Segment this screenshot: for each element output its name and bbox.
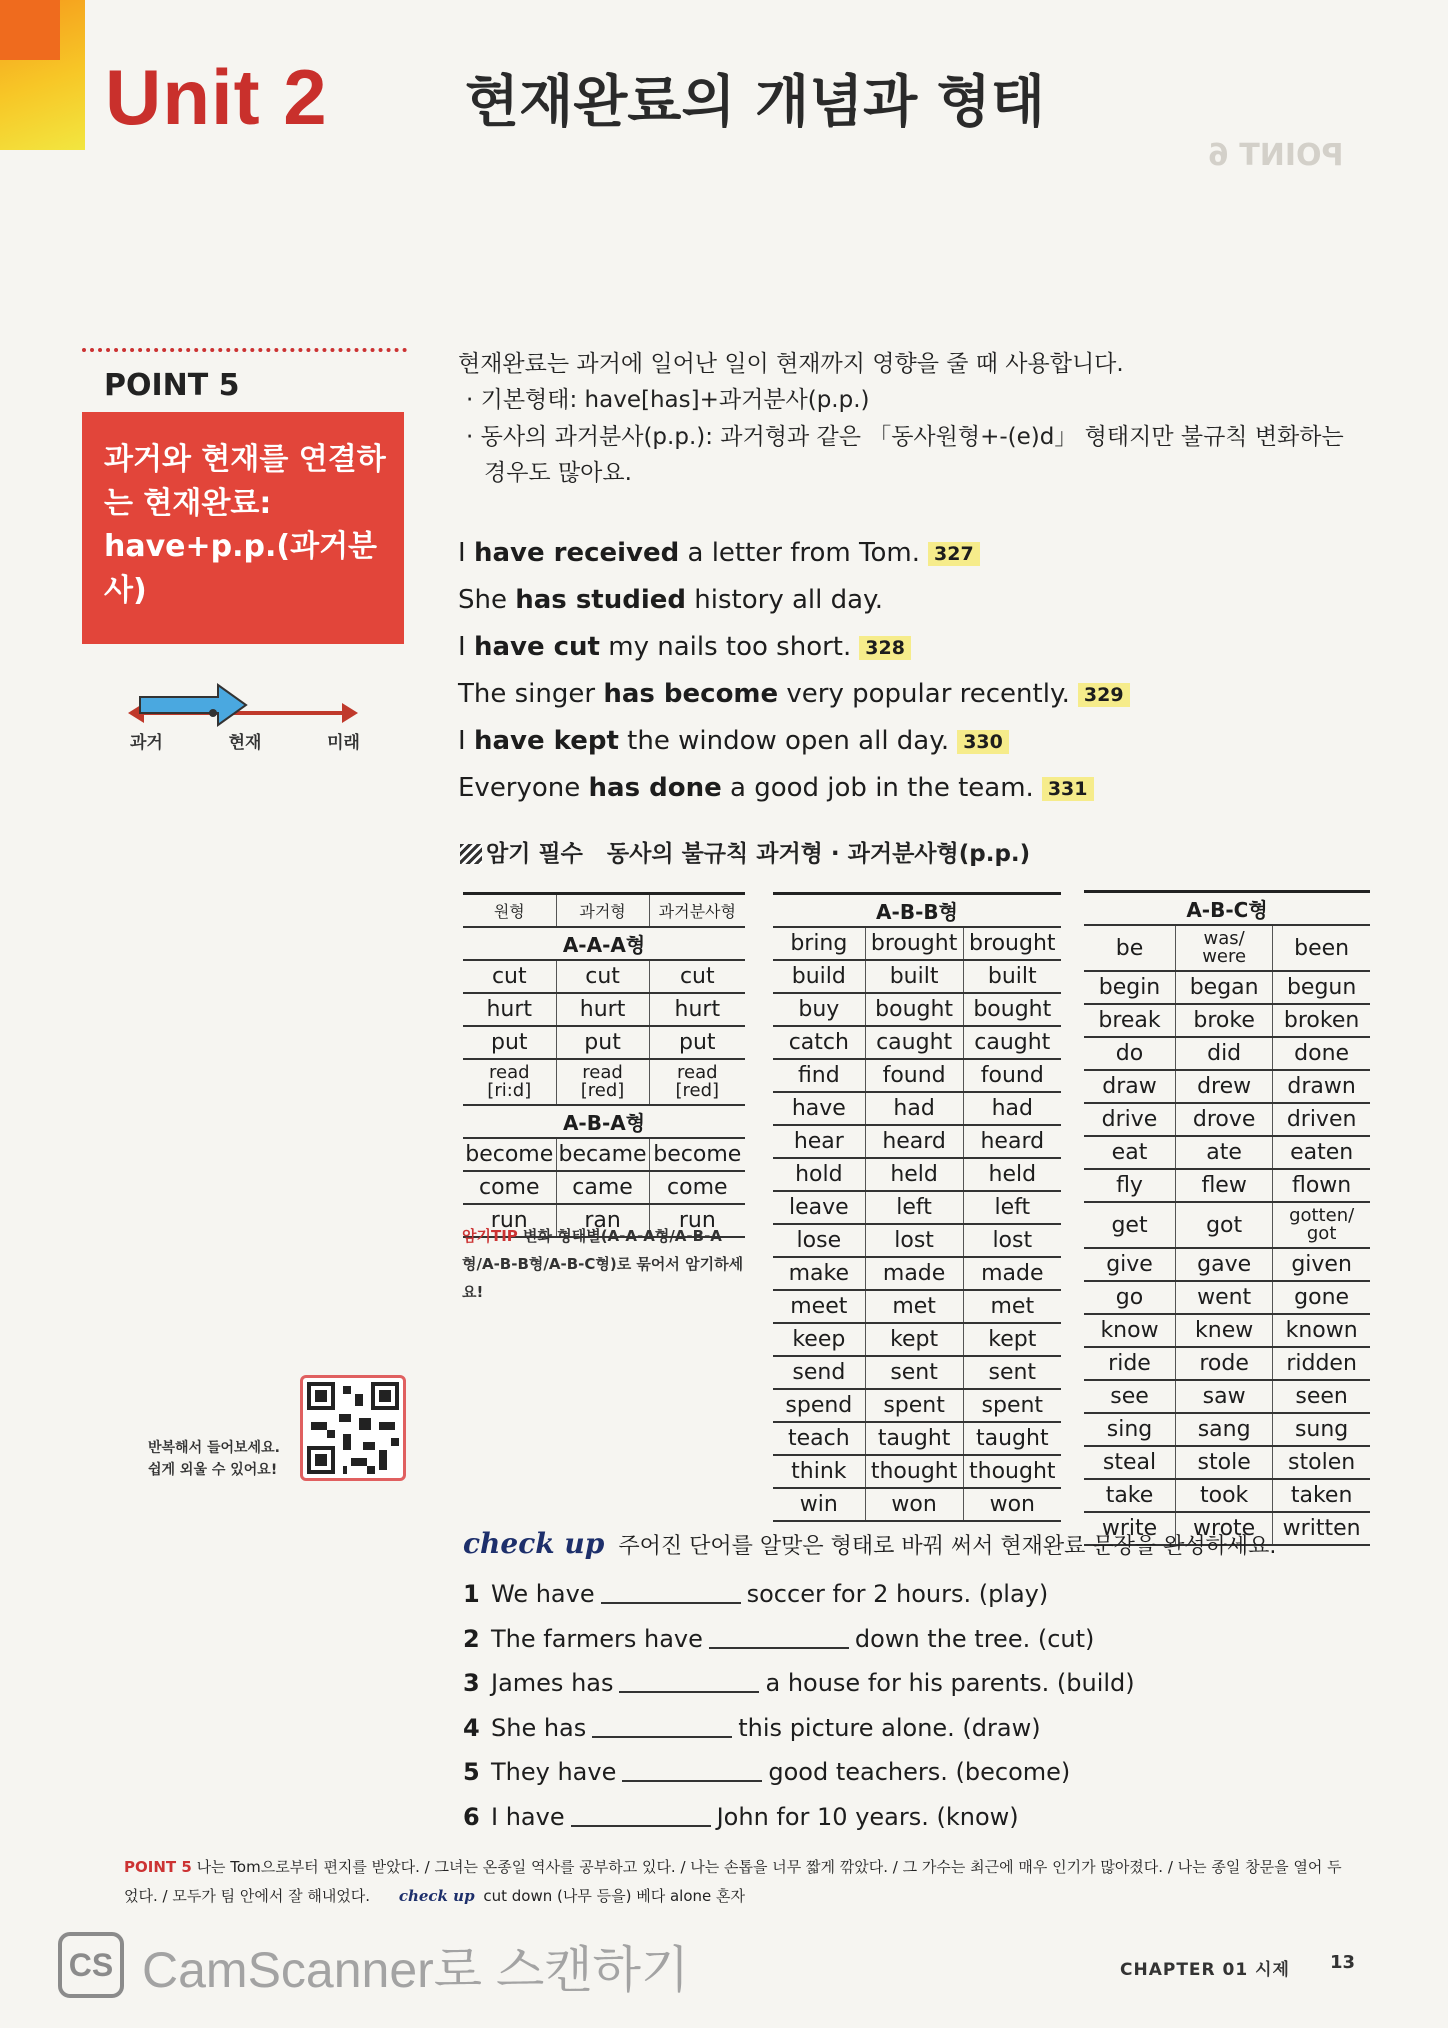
pencil-icon (460, 844, 482, 864)
answer-blank[interactable] (622, 1780, 762, 1782)
qr-code-icon[interactable] (300, 1375, 406, 1481)
table-row: draw drew drawn (1084, 1070, 1370, 1103)
memo-title: 암기 필수 (486, 841, 583, 867)
example-number-badge: 327 (928, 542, 980, 566)
group-label: A-B-C형 (1084, 892, 1370, 926)
table-row: come came come (463, 1171, 745, 1204)
point-summary-box: 과거와 현재를 연결하는 현재완료: have+p.p.(과거분사) (82, 412, 404, 644)
table-row: steal stole stolen (1084, 1446, 1370, 1479)
checkup-instruction: 주어진 단어를 알맞은 형태로 바꿔 써서 현재완료 문장을 완성하세요. (618, 1534, 1277, 1559)
example-number-badge: 328 (859, 636, 911, 660)
translation-footnote (124, 1853, 1354, 1910)
page-number: 13 (1330, 1952, 1356, 1973)
table-row: sing sang sung (1084, 1413, 1370, 1446)
checkup-exercises (463, 1572, 1135, 1839)
example-sentence: I have kept the window open all day. 330 (458, 718, 1158, 765)
timeline-labels (130, 728, 360, 753)
table-row: hold held held (773, 1158, 1061, 1191)
table-row: write wrote written (1084, 1512, 1370, 1545)
table-row: take took taken (1084, 1479, 1370, 1512)
tip-text: 변화 형태별(A-A-A형/A-B-A형/A-B-B형/A-B-C형)로 묶어서 암기하세요! (462, 1227, 744, 1301)
table-row: be was/ were been (1084, 925, 1370, 971)
intro-bullet-form: · 기본형태: have[has]+과거분사(p.p.) (466, 387, 870, 414)
table-row: do did done (1084, 1037, 1370, 1070)
table-row: cut cut cut (463, 960, 745, 993)
footnote-gloss: cut down (나무 등을) 베다 alone 혼자 (483, 1886, 745, 1905)
unit-label: Unit 2 (105, 53, 328, 141)
answer-blank[interactable] (619, 1691, 759, 1693)
corner-tab-accent (0, 0, 60, 60)
table-row: ride rode ridden (1084, 1347, 1370, 1380)
table-row: send sent sent (773, 1356, 1061, 1389)
table-row: run ran run (463, 1204, 745, 1237)
example-sentence: Everyone has done a good job in the team. 331 (458, 765, 1158, 812)
exercise-item: 5 They have good teachers. (become) (463, 1758, 1071, 1786)
table-row: have had had (773, 1092, 1061, 1125)
table-row: hear heard heard (773, 1125, 1061, 1158)
footnote-checkup-label: check up (398, 1886, 475, 1905)
verb-table-abb (773, 892, 1061, 1522)
exercise-item: 2 The farmers have down the tree. (cut) (463, 1624, 1095, 1653)
table-row: bring brought brought (773, 927, 1061, 960)
memo-tip (462, 1223, 747, 1306)
checkup-logo: check up (463, 1527, 605, 1560)
example-sentence: I have received a letter from Tom. 327 (458, 530, 1158, 577)
exercise-item: 3 James has a house for his parents. (build) (463, 1669, 1135, 1697)
tip-label: 암기TIP (462, 1227, 518, 1245)
example-sentences (458, 530, 1158, 812)
memo-subtitle: 동사의 불규칙 과거형 · 과거분사형(p.p.) (606, 841, 1031, 867)
verb-table-aaa-aba (463, 892, 745, 1238)
table-row: fly flew flown (1084, 1169, 1370, 1202)
table-row: teach taught taught (773, 1422, 1061, 1455)
footnote-point-label: POINT 5 (124, 1858, 192, 1876)
verb-table-abc (1084, 890, 1370, 1546)
table-row: become became become (463, 1138, 745, 1171)
table-row: buy bought bought (773, 993, 1061, 1026)
example-sentence: The singer has become very popular recently. 329 (458, 671, 1158, 718)
example-number-badge: 330 (957, 730, 1009, 754)
intro-line: 현재완료는 과거에 일어난 일이 현재까지 영향을 줄 때 사용합니다. (458, 351, 1124, 377)
exercise-item: 1 We have soccer for 2 hours. (play) (463, 1580, 1049, 1608)
table-row: go went gone (1084, 1281, 1370, 1314)
page-title: 현재완료의 개념과 형태 (465, 70, 1045, 135)
table-row: make made made (773, 1257, 1061, 1290)
camscanner-watermark-text: CamScanner로 스캔하기 (142, 1942, 690, 1998)
bleed-through-point-label: POINT 6 (1208, 138, 1344, 173)
table-row: break broke broken (1084, 1004, 1370, 1037)
point-label: POINT 5 (104, 368, 240, 403)
timeline-label-past: 과거 (130, 733, 163, 753)
example-sentence: She has studied history all day. (458, 585, 883, 615)
point-divider (82, 348, 407, 352)
table-row: spend spent spent (773, 1389, 1061, 1422)
timeline-label-present: 현재 (228, 733, 262, 753)
camscanner-logo-icon: CS (58, 1932, 124, 1998)
answer-blank[interactable] (709, 1647, 849, 1649)
table-row: give gave given (1084, 1248, 1370, 1281)
col-header-pp: 과거분사형 (649, 894, 745, 928)
intro-bullet-pp: · 동사의 과거분사(p.p.): 과거형과 같은 「동사원형+-(e)d」 형태지만 불규칙 변화하는 경우도 많아요. (466, 423, 1344, 486)
example-number-badge: 331 (1042, 777, 1094, 801)
timeline-label-future: 미래 (327, 733, 360, 753)
table-row: put put put (463, 1026, 745, 1059)
exercise-item: 4 She has this picture alone. (draw) (463, 1713, 1041, 1742)
table-row: find found found (773, 1059, 1061, 1092)
table-row: read [ri:d] read [red] read [red] (463, 1059, 745, 1105)
answer-blank[interactable] (571, 1825, 711, 1827)
example-number-badge: 329 (1078, 683, 1130, 707)
col-header-past: 과거형 (556, 894, 649, 928)
table-row: build built built (773, 960, 1061, 993)
table-row: see saw seen (1084, 1380, 1370, 1413)
table-row: eat ate eaten (1084, 1136, 1370, 1169)
checkup-header (463, 1527, 1276, 1560)
chapter-label: CHAPTER 01 시제 (1120, 1960, 1290, 1980)
memo-heading (460, 835, 1030, 868)
table-row: win won won (773, 1488, 1061, 1521)
table-row: know knew known (1084, 1314, 1370, 1347)
exercise-item: 6 I have John for 10 years. (know) (463, 1802, 1019, 1831)
table-row: drive drove driven (1084, 1103, 1370, 1136)
table-row: keep kept kept (773, 1323, 1061, 1356)
footnote-translation: 나는 Tom으로부터 편지를 받았다. / 그녀는 온종일 역사를 공부하고 있다. / 나는 손톱을 너무 짧게 깎았다. / 그 가수는 최근에 매우 인기가 많아졌다. / 나는 종일 창문을 열어 두었다. / 모두가 팀 안에서 잘 해내었다. (124, 1858, 1342, 1905)
table-row: lose lost lost (773, 1224, 1061, 1257)
answer-blank[interactable] (601, 1602, 741, 1604)
group-label: A-B-B형 (773, 894, 1061, 928)
col-header-base: 원형 (463, 894, 556, 928)
table-row: meet met met (773, 1290, 1061, 1323)
table-row: begin began begun (1084, 971, 1370, 1004)
table-row: get got gotten/ got (1084, 1202, 1370, 1248)
answer-blank[interactable] (592, 1736, 732, 1738)
example-sentence: I have cut my nails too short. 328 (458, 624, 1158, 671)
qr-caption: 반복해서 들어보세요. 쉽게 외울 수 있어요! (148, 1440, 280, 1478)
table-row: think thought thought (773, 1455, 1061, 1488)
table-row: leave left left (773, 1191, 1061, 1224)
group-label: A-A-A형 (463, 927, 745, 960)
table-row: hurt hurt hurt (463, 993, 745, 1026)
table-row: catch caught caught (773, 1026, 1061, 1059)
group-label: A-B-A형 (463, 1105, 745, 1138)
intro-text (458, 346, 1358, 491)
